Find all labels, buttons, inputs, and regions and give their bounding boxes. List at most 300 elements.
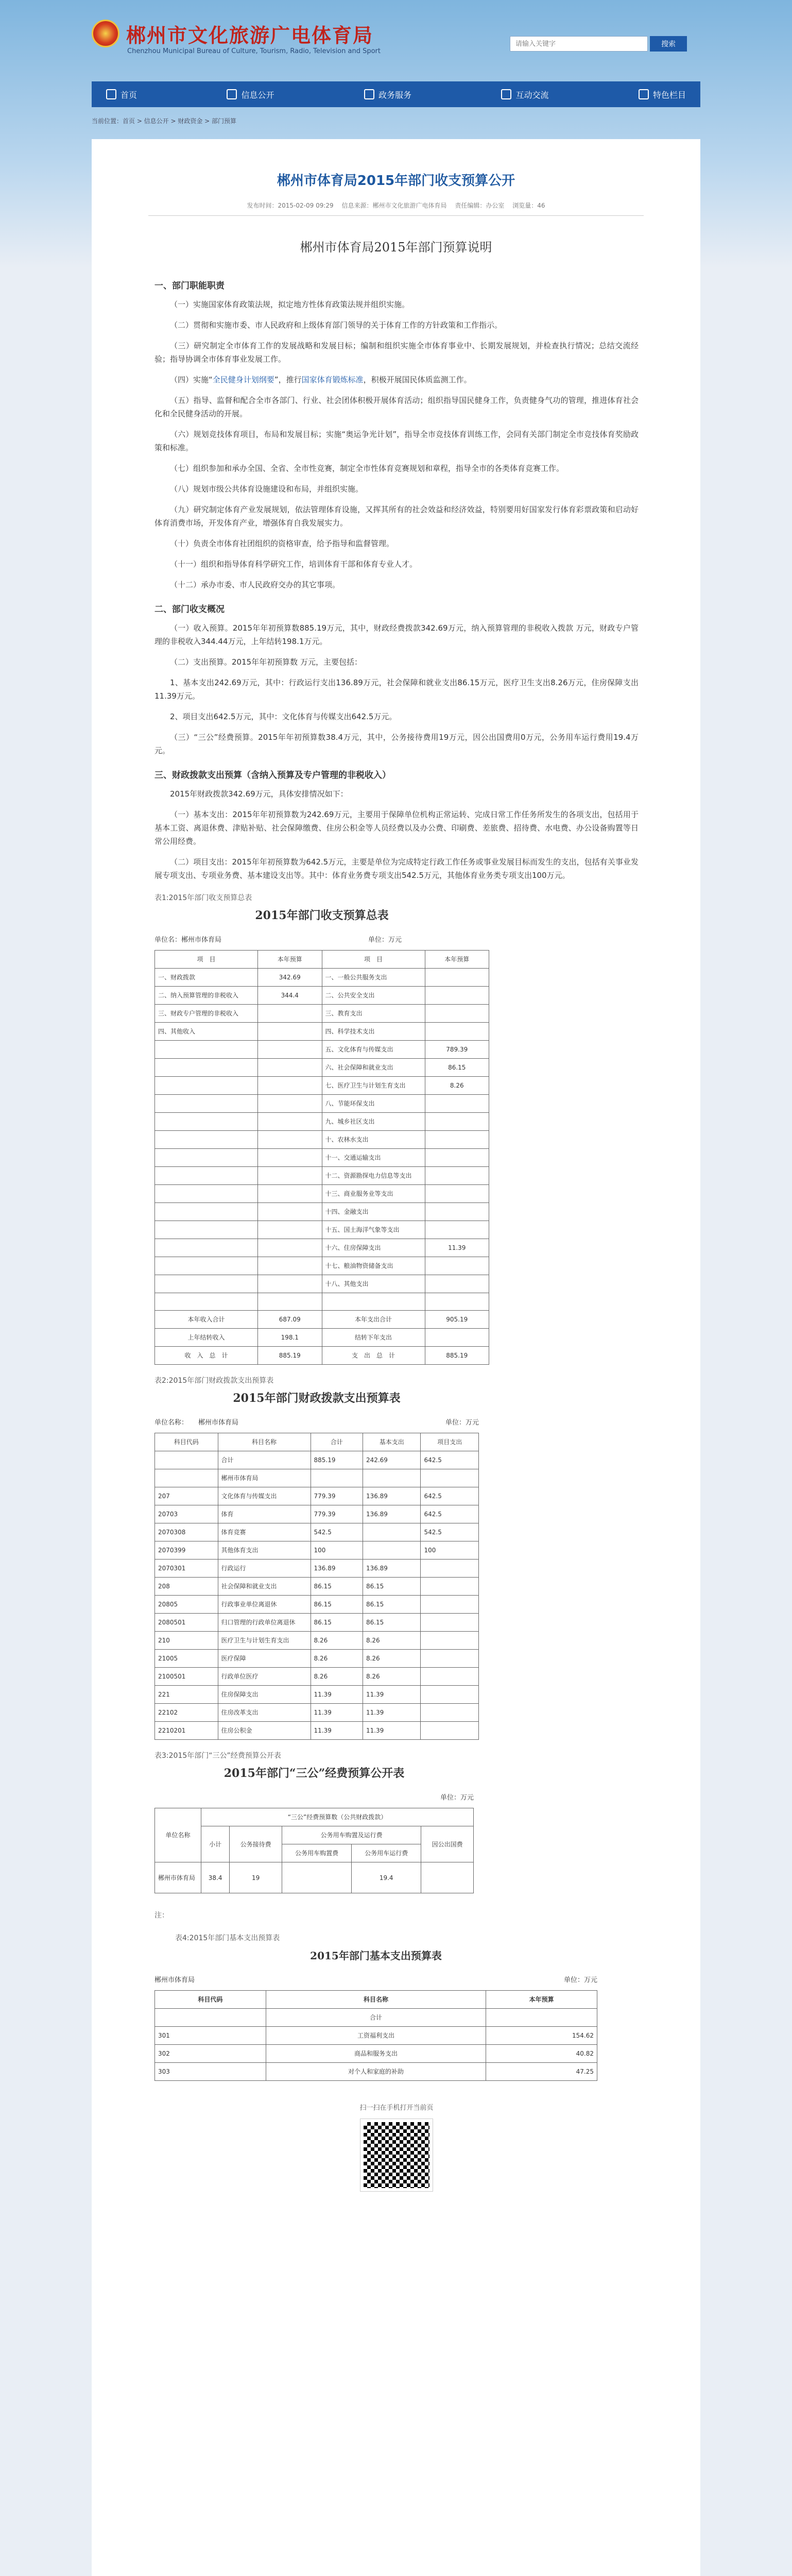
table3-title: 2015年部门“三公”经费预算公开表 bbox=[223, 1767, 405, 1780]
table-cell: 342.69 bbox=[258, 969, 322, 987]
table-cell: 本年支出合计 bbox=[322, 1311, 425, 1329]
table3-caption: 表3:2015年部门“三公”经费预算公开表 bbox=[154, 1752, 281, 1760]
table-cell bbox=[421, 1704, 479, 1722]
table-cell: 二、公共安全支出 bbox=[322, 987, 425, 1005]
table-total-row bbox=[155, 1347, 489, 1365]
table-cell: 8.26 bbox=[311, 1650, 363, 1668]
table-cell bbox=[155, 1239, 258, 1257]
table-cell: 住房改革支出 bbox=[218, 1704, 311, 1722]
text: （四）实施“ bbox=[170, 375, 213, 384]
table-row bbox=[155, 1203, 489, 1221]
header-cell: 科目代码 bbox=[155, 1433, 218, 1451]
section3-paragraph: （一）基本支出：2015年年初预算数为242.69万元，主要用于保障单位机构正常运转、完成日常工作任务所发生的各项支出，包括用于基本工资、离退休费、津贴补贴、社会保障缴费、住房公积金等人员经费以及办公费、印刷费、差旅费、招待费、水电费、办公设备购置等日常公用经费。 bbox=[154, 810, 639, 846]
expense-paragraph: 2、项目支出642.5万元，其中：文化体育与传媒支出642.5万元。 bbox=[170, 712, 397, 721]
table-cell: 86.15 bbox=[311, 1578, 363, 1596]
header-cell: “三公”经费预算数（公共财政拨款） bbox=[201, 1808, 474, 1826]
table-row bbox=[155, 1185, 489, 1203]
table4-meta bbox=[154, 1974, 597, 1987]
header-cell: 公务用车购置及运行费 bbox=[282, 1826, 421, 1844]
table-cell: 136.89 bbox=[311, 1560, 363, 1578]
nav-special[interactable] bbox=[639, 81, 686, 107]
duty-paragraph: （七）组织参加和承办全国、全省、全市性竞赛，制定全市性体育竞赛规划和章程，指导全市的各类体育竞赛工作。 bbox=[170, 464, 564, 473]
table-row bbox=[155, 1632, 479, 1650]
table-row bbox=[155, 1704, 479, 1722]
duty-paragraph: （五）指导、监督和配合全市各部门、行业、社会团体积极开展体育活动；组织指导国民健身工作，负责健身气功的管理，推进体育社会化和全民健身活动的开展。 bbox=[154, 396, 639, 418]
table-cell bbox=[425, 1293, 489, 1311]
table-cell: 四、其他收入 bbox=[155, 1023, 258, 1041]
table-row bbox=[155, 987, 489, 1005]
header-cell: 公务用车购置费 bbox=[282, 1844, 352, 1862]
table-cell: 542.5 bbox=[421, 1523, 479, 1541]
section-heading: 三、财政拨款支出预算（含纳入预算及专户管理的非税收入） bbox=[154, 770, 391, 781]
duty-paragraph: （十一）组织和指导体育科学研究工作，培训体育干部和体育专业人才。 bbox=[170, 560, 418, 569]
search-button[interactable]: 搜索 bbox=[650, 36, 687, 52]
table-cell: 本年收入合计 bbox=[155, 1311, 258, 1329]
basic-expense-table bbox=[154, 1990, 597, 2081]
table-row bbox=[155, 1257, 489, 1275]
table-cell: 687.09 bbox=[258, 1311, 322, 1329]
header-cell: 公务用车运行费 bbox=[352, 1844, 421, 1862]
table-cell: 20805 bbox=[155, 1596, 218, 1614]
doc-title: 郴州市体育局2015年部门预算说明 bbox=[300, 240, 492, 255]
table-cell: 11.39 bbox=[425, 1239, 489, 1257]
table-cell: 工资福利支出 bbox=[266, 2027, 486, 2045]
nav-home[interactable] bbox=[106, 81, 137, 107]
table-cell: 三、教育支出 bbox=[322, 1005, 425, 1023]
table3-meta bbox=[154, 1791, 474, 1805]
table-cell: 154.62 bbox=[486, 2027, 597, 2045]
table-cell: 体育竞赛 bbox=[218, 1523, 311, 1541]
header-cell: 项 目 bbox=[322, 951, 425, 969]
duty-paragraph: （十二）承办市委、市人民政府交办的其它事项。 bbox=[170, 580, 340, 589]
home-icon bbox=[106, 89, 116, 99]
table-row bbox=[155, 1275, 489, 1293]
table-cell bbox=[155, 1167, 258, 1185]
table-row bbox=[155, 2009, 597, 2027]
chat-icon bbox=[501, 89, 511, 99]
site-title[interactable]: 郴州市文化旅游广电体育局 bbox=[126, 24, 374, 47]
table-row bbox=[155, 1023, 489, 1041]
table-cell: 2070301 bbox=[155, 1560, 218, 1578]
nav-interaction[interactable] bbox=[501, 81, 548, 107]
table-row bbox=[155, 1487, 479, 1505]
table-cell: 642.5 bbox=[421, 1451, 479, 1469]
table-row bbox=[155, 1578, 479, 1596]
table-cell: 2070308 bbox=[155, 1523, 218, 1541]
fitness-standard-link[interactable]: 国家体育锻炼标准 bbox=[301, 375, 364, 384]
table-cell bbox=[155, 1041, 258, 1059]
table-cell bbox=[425, 969, 489, 987]
table-cell bbox=[258, 1293, 322, 1311]
table-cell: 208 bbox=[155, 1578, 218, 1596]
table1-meta bbox=[154, 934, 489, 947]
table-cell: 779.39 bbox=[311, 1505, 363, 1523]
table-cell bbox=[363, 1469, 421, 1487]
table-row bbox=[155, 1005, 489, 1023]
table-cell: 136.89 bbox=[363, 1487, 421, 1505]
table-cell: 三、财政专户管理的非税收入 bbox=[155, 1005, 258, 1023]
table-cell bbox=[258, 1221, 322, 1239]
table-cell: 住房保障支出 bbox=[218, 1686, 311, 1704]
table-cell bbox=[363, 1523, 421, 1541]
duty-paragraph: （六）规划竞技体育项目，布局和发展目标；实施“奥运争光计划”，指导全市竞技体育训练工作，会同有关部门制定全市竞技体育奖励政策和标准。 bbox=[154, 430, 639, 452]
qr-section bbox=[154, 2102, 639, 2195]
table-cell: 344.4 bbox=[258, 987, 322, 1005]
table-cell: 198.1 bbox=[258, 1329, 322, 1347]
sangong-paragraph: （三）“三公”经费预算。2015年年初预算数38.4万元，其中，公务接待费用19万元，因公出国费用0万元，公务用车运行费用19.4万元。 bbox=[154, 733, 639, 755]
table-cell: 十四、金融支出 bbox=[322, 1203, 425, 1221]
fitness-plan-link[interactable]: 全民健身计划纲要 bbox=[212, 375, 274, 384]
table-row bbox=[155, 1095, 489, 1113]
table-cell bbox=[258, 1095, 322, 1113]
view-count: 浏览量：46 bbox=[512, 202, 545, 209]
unit: 单位：万元 bbox=[440, 1794, 474, 1802]
table-cell: 221 bbox=[155, 1686, 218, 1704]
data-cell: 郴州市体育局 bbox=[155, 1862, 201, 1893]
table-cell bbox=[155, 2009, 266, 2027]
table-cell bbox=[425, 1185, 489, 1203]
table-cell: 8.26 bbox=[363, 1650, 421, 1668]
duty-paragraph: （三）研究制定全市体育工作的发展战略和发展目标；编制和组织实施全市体育事业中、长期发展规划，并检查执行情况；总结交流经验；指导协调全市体育事业发展工作。 bbox=[154, 341, 639, 364]
table-cell: 11.39 bbox=[363, 1704, 421, 1722]
table-cell bbox=[425, 1221, 489, 1239]
header-cell: 因公出国费 bbox=[421, 1826, 474, 1862]
nav-label: 政务服务 bbox=[378, 90, 411, 100]
table-header-row bbox=[155, 1433, 479, 1451]
table2-title: 2015年部门财政拨款支出预算表 bbox=[233, 1392, 401, 1405]
header-cell: 合计 bbox=[311, 1433, 363, 1451]
table-row bbox=[155, 1469, 479, 1487]
table-cell: 行政事业单位离退休 bbox=[218, 1596, 311, 1614]
budget-summary-table bbox=[154, 950, 489, 1365]
duty-paragraph: （二）贯彻和实施市委、市人民政府和上级体育部门领导的关于体育工作的方针政策和工作指示。 bbox=[170, 320, 503, 330]
table-cell bbox=[421, 1614, 479, 1632]
table-row bbox=[155, 1686, 479, 1704]
section3-paragraph: （二）项目支出：2015年年初预算数为642.5万元，主要是单位为完成特定行政工作任务或事业发展目标而发生的支出，包括有关事业发展专项支出、专项业务费、基本建设支出等。其中：体育业务费专项支出542.5万元，其他体育业务类专项支出100万元。 bbox=[154, 857, 639, 880]
table-cell bbox=[486, 2009, 597, 2027]
table-total-row bbox=[155, 1311, 489, 1329]
table-cell: 十八、其他支出 bbox=[322, 1275, 425, 1293]
table-cell bbox=[155, 1113, 258, 1131]
table-cell: 642.5 bbox=[421, 1505, 479, 1523]
table-cell: 商品和服务支出 bbox=[266, 2045, 486, 2063]
article-container bbox=[92, 139, 700, 2576]
table-header-row bbox=[155, 951, 489, 969]
header-cell: 项 目 bbox=[155, 951, 258, 969]
table-cell bbox=[155, 1077, 258, 1095]
table-cell bbox=[425, 1203, 489, 1221]
article-meta bbox=[92, 201, 700, 210]
table-cell: 归口管理的行政单位离退休 bbox=[218, 1614, 311, 1632]
source: 信息来源：郴州市文化旅游广电体育局 bbox=[341, 202, 447, 209]
table-cell: 11.39 bbox=[363, 1686, 421, 1704]
header-cell: 基本支出 bbox=[363, 1433, 421, 1451]
table-cell: 2210201 bbox=[155, 1722, 218, 1740]
table4-title: 2015年部门基本支出预算表 bbox=[310, 1950, 442, 1962]
table-row bbox=[155, 1077, 489, 1095]
header-cell: 本年预算 bbox=[486, 1991, 597, 2009]
table-cell: 40.82 bbox=[486, 2045, 597, 2063]
section3-intro: 2015年财政拨款342.69万元，具体安排情况如下： bbox=[170, 789, 348, 799]
header-cell: 公务接待费 bbox=[230, 1826, 282, 1862]
duty-paragraph: （八）规划市级公共体育设施建设和布局，并组织实施。 bbox=[170, 484, 364, 494]
table-cell: 885.19 bbox=[258, 1347, 322, 1365]
table-cell: 行政单位医疗 bbox=[218, 1668, 311, 1686]
table-cell bbox=[155, 1203, 258, 1221]
table-cell bbox=[155, 1469, 218, 1487]
table-cell bbox=[421, 1632, 479, 1650]
duty-paragraph-4 bbox=[154, 373, 639, 386]
header-cell: 科目代码 bbox=[155, 1991, 266, 2009]
table-cell bbox=[155, 1275, 258, 1293]
table-cell: 十一、交通运输支出 bbox=[322, 1149, 425, 1167]
site-header bbox=[0, 0, 792, 77]
table-cell bbox=[258, 1149, 322, 1167]
table-cell bbox=[421, 1560, 479, 1578]
table-cell bbox=[425, 1329, 489, 1347]
table-cell: 六、社会保障和就业支出 bbox=[322, 1059, 425, 1077]
table-cell: 86.15 bbox=[311, 1614, 363, 1632]
text: ”，推行 bbox=[274, 375, 302, 384]
table-cell: 86.15 bbox=[363, 1614, 421, 1632]
table-row bbox=[155, 2063, 597, 2081]
table-row bbox=[155, 1596, 479, 1614]
table-row bbox=[155, 1722, 479, 1740]
table-cell: 11.39 bbox=[311, 1686, 363, 1704]
table-cell: 8.26 bbox=[311, 1668, 363, 1686]
table-cell: 十七、粮油物资储备支出 bbox=[322, 1257, 425, 1275]
nav-label: 信息公开 bbox=[241, 90, 274, 100]
table-cell: 收 入 总 计 bbox=[155, 1347, 258, 1365]
table-cell: 合计 bbox=[266, 2009, 486, 2027]
table-row bbox=[155, 1523, 479, 1541]
table-cell: 文化体育与传媒支出 bbox=[218, 1487, 311, 1505]
table-cell bbox=[258, 1113, 322, 1131]
table-row bbox=[155, 1131, 489, 1149]
table-cell: 结转下年支出 bbox=[322, 1329, 425, 1347]
table-cell bbox=[421, 1722, 479, 1740]
table-cell bbox=[425, 1005, 489, 1023]
table-cell bbox=[425, 1023, 489, 1041]
table-cell bbox=[322, 1293, 425, 1311]
table-cell bbox=[425, 987, 489, 1005]
table-cell: 22102 bbox=[155, 1704, 218, 1722]
table-cell bbox=[155, 1257, 258, 1275]
table-cell: 一、一般公共服务支出 bbox=[322, 969, 425, 987]
duty-paragraph: （九）研究制定体育产业发展规划，依法管理体育设施，又挥其所有的社会效益和经济效益，特别要用好国家发行体育彩票政策和启动好体育消费市场，开发体育产业，增强体育自我发展实力。 bbox=[154, 505, 639, 528]
table1-caption: 表1:2015年部门收支预算总表 bbox=[154, 894, 252, 902]
table-cell bbox=[425, 1167, 489, 1185]
table-cell: 789.39 bbox=[425, 1041, 489, 1059]
table-cell bbox=[155, 1059, 258, 1077]
national-emblem-icon bbox=[92, 20, 119, 47]
nav-info[interactable] bbox=[227, 81, 274, 107]
expense-heading: （二）支出预算。2015年年初预算数 万元，主要包括： bbox=[170, 657, 362, 667]
table-cell: 对个人和家庭的补助 bbox=[266, 2063, 486, 2081]
table-cell: 十三、商业服务业等支出 bbox=[322, 1185, 425, 1203]
sangong-table bbox=[154, 1808, 474, 1893]
search-input[interactable] bbox=[510, 36, 648, 52]
table-cell bbox=[155, 1095, 258, 1113]
unit-name-value: 郴州市体育局 bbox=[198, 1419, 239, 1427]
data-cell: 19.4 bbox=[352, 1862, 421, 1893]
table-cell: 2070399 bbox=[155, 1541, 218, 1560]
table-cell: 210 bbox=[155, 1632, 218, 1650]
unit: 单位：万元 bbox=[368, 936, 402, 944]
table-cell bbox=[258, 1005, 322, 1023]
publish-time: 发布时间：2015-02-09 09:29 bbox=[247, 202, 334, 209]
table-row bbox=[155, 1149, 489, 1167]
table-cell bbox=[425, 1095, 489, 1113]
table-row bbox=[155, 1451, 479, 1469]
table-cell bbox=[155, 1451, 218, 1469]
table-cell bbox=[258, 1167, 322, 1185]
table-cell: 七、医疗卫生与计划生育支出 bbox=[322, 1077, 425, 1095]
table-row bbox=[155, 1505, 479, 1523]
document-icon bbox=[227, 89, 237, 99]
header-cell: 单位名称 bbox=[155, 1808, 201, 1862]
table-cell bbox=[258, 1131, 322, 1149]
table-cell: 一、财政拨款 bbox=[155, 969, 258, 987]
table-cell bbox=[425, 1113, 489, 1131]
table-row bbox=[155, 1041, 489, 1059]
table-cell: 86.15 bbox=[363, 1596, 421, 1614]
data-cell bbox=[282, 1862, 352, 1893]
main-nav bbox=[92, 81, 700, 107]
unit-name bbox=[154, 1416, 238, 1430]
breadcrumb[interactable]: 当前位置：首页 > 信息公开 > 财政资金 > 部门预算 bbox=[92, 117, 237, 125]
site-subtitle: Chenzhou Municipal Bureau of Culture, Tourism, Radio, Television and Sport bbox=[127, 47, 381, 55]
editor: 责任编辑：办公室 bbox=[455, 202, 505, 209]
table-cell: 47.25 bbox=[486, 2063, 597, 2081]
table-cell: 九、城乡社区支出 bbox=[322, 1113, 425, 1131]
unit: 单位：万元 bbox=[563, 1976, 597, 1984]
table-cell: 86.15 bbox=[425, 1059, 489, 1077]
table-cell bbox=[421, 1668, 479, 1686]
table-row bbox=[155, 1293, 489, 1311]
table-cell: 十五、国土海洋气象等支出 bbox=[322, 1221, 425, 1239]
table-row bbox=[155, 1614, 479, 1632]
table-cell: 十二、资源勘探电力信息等支出 bbox=[322, 1167, 425, 1185]
star-icon bbox=[639, 89, 649, 99]
divider bbox=[148, 215, 644, 216]
table-cell: 郴州市体育局 bbox=[218, 1469, 311, 1487]
table-cell bbox=[421, 1578, 479, 1596]
data-cell: 38.4 bbox=[201, 1862, 230, 1893]
fiscal-expense-table bbox=[154, 1433, 479, 1740]
unit-name: 单位名：郴州市体育局 bbox=[154, 936, 222, 944]
qr-label: 扫一扫在手机打开当前页 bbox=[359, 2104, 434, 2112]
table-cell: 合计 bbox=[218, 1451, 311, 1469]
table-cell: 885.19 bbox=[311, 1451, 363, 1469]
service-icon bbox=[364, 89, 374, 99]
table-row bbox=[155, 969, 489, 987]
table-cell bbox=[258, 1275, 322, 1293]
table-cell bbox=[425, 1149, 489, 1167]
table-cell: 242.69 bbox=[363, 1451, 421, 1469]
table-cell bbox=[311, 1469, 363, 1487]
table-cell bbox=[258, 1041, 322, 1059]
income-paragraph: （一）收入预算。2015年年初预算数885.19万元，其中，财政经费拨款342.69万元，纳入预算管理的非税收入拨款 万元，财政专户管理的非税收入344.44万元，上年结转198.1万元。 bbox=[154, 623, 639, 646]
article-title: 郴州市体育局2015年部门收支预算公开 bbox=[277, 173, 515, 189]
table2-caption: 表2:2015年部门财政拨款支出预算表 bbox=[154, 1377, 274, 1385]
table-cell bbox=[425, 1275, 489, 1293]
table-cell bbox=[421, 1596, 479, 1614]
qr-code-icon bbox=[360, 2119, 433, 2191]
table-cell bbox=[258, 1077, 322, 1095]
table-cell: 11.39 bbox=[363, 1722, 421, 1740]
table-cell bbox=[258, 1059, 322, 1077]
duty-paragraph: （一）实施国家体育政策法规，拟定地方性体育政策法规并组织实施。 bbox=[170, 300, 410, 309]
table-cell: 303 bbox=[155, 2063, 266, 2081]
nav-services[interactable] bbox=[364, 81, 411, 107]
table-cell: 2080501 bbox=[155, 1614, 218, 1632]
table-cell: 86.15 bbox=[311, 1596, 363, 1614]
table-cell: 8.26 bbox=[425, 1077, 489, 1095]
table-cell: 8.26 bbox=[363, 1632, 421, 1650]
table2-meta bbox=[154, 1416, 479, 1430]
table-cell: 8.26 bbox=[311, 1632, 363, 1650]
table-cell: 86.15 bbox=[363, 1578, 421, 1596]
table-cell: 136.89 bbox=[363, 1560, 421, 1578]
data-cell bbox=[421, 1862, 474, 1893]
nav-label: 互动交流 bbox=[515, 90, 549, 100]
table-cell bbox=[425, 1257, 489, 1275]
table-cell: 十、农林水支出 bbox=[322, 1131, 425, 1149]
table-cell bbox=[421, 1650, 479, 1668]
table1-title: 2015年部门收支预算总表 bbox=[255, 909, 389, 922]
table-row bbox=[155, 2027, 597, 2045]
table-cell: 20703 bbox=[155, 1505, 218, 1523]
table3-note: 注： bbox=[154, 1911, 169, 1920]
table-cell: 21005 bbox=[155, 1650, 218, 1668]
table-row bbox=[155, 1113, 489, 1131]
expense-paragraph: 1、基本支出242.69万元，其中：行政运行支出136.89万元，社会保障和就业支出86.15万元，医疗卫生支出8.26万元，住房保障支出11.39万元。 bbox=[154, 678, 639, 701]
table-row bbox=[155, 1239, 489, 1257]
data-cell: 19 bbox=[230, 1862, 282, 1893]
table-cell bbox=[258, 1023, 322, 1041]
table-header-row bbox=[155, 1991, 597, 2009]
table-cell: 885.19 bbox=[425, 1347, 489, 1365]
table-cell bbox=[155, 1185, 258, 1203]
header-cell: 小计 bbox=[201, 1826, 230, 1862]
article-body bbox=[154, 268, 639, 2195]
unit-name-label: 单位名称： bbox=[154, 1419, 188, 1427]
header-cell: 科目名称 bbox=[266, 1991, 486, 2009]
table-cell: 体育 bbox=[218, 1505, 311, 1523]
section-heading: 二、部门收支概况 bbox=[154, 604, 225, 615]
table-cell: 社会保障和就业支出 bbox=[218, 1578, 311, 1596]
table-cell: 11.39 bbox=[311, 1704, 363, 1722]
table-cell: 医疗卫生与计划生育支出 bbox=[218, 1632, 311, 1650]
table-cell: 四、科学技术支出 bbox=[322, 1023, 425, 1041]
nav-label: 首页 bbox=[120, 90, 137, 100]
table-row bbox=[155, 1560, 479, 1578]
table-cell: 二、纳入预算管理的非税收入 bbox=[155, 987, 258, 1005]
table-cell: 11.39 bbox=[311, 1722, 363, 1740]
table-row bbox=[155, 1668, 479, 1686]
table-total-row bbox=[155, 1329, 489, 1347]
table-cell: 136.89 bbox=[363, 1505, 421, 1523]
table-cell: 301 bbox=[155, 2027, 266, 2045]
unit: 单位：万元 bbox=[445, 1419, 479, 1427]
table-cell: 642.5 bbox=[421, 1487, 479, 1505]
section-heading: 一、部门职能职责 bbox=[154, 281, 225, 291]
unit-name: 郴州市体育局 bbox=[154, 1976, 195, 1984]
text: ，积极开展国民体质监测工作。 bbox=[363, 375, 472, 384]
table-cell: 207 bbox=[155, 1487, 218, 1505]
table-cell: 302 bbox=[155, 2045, 266, 2063]
